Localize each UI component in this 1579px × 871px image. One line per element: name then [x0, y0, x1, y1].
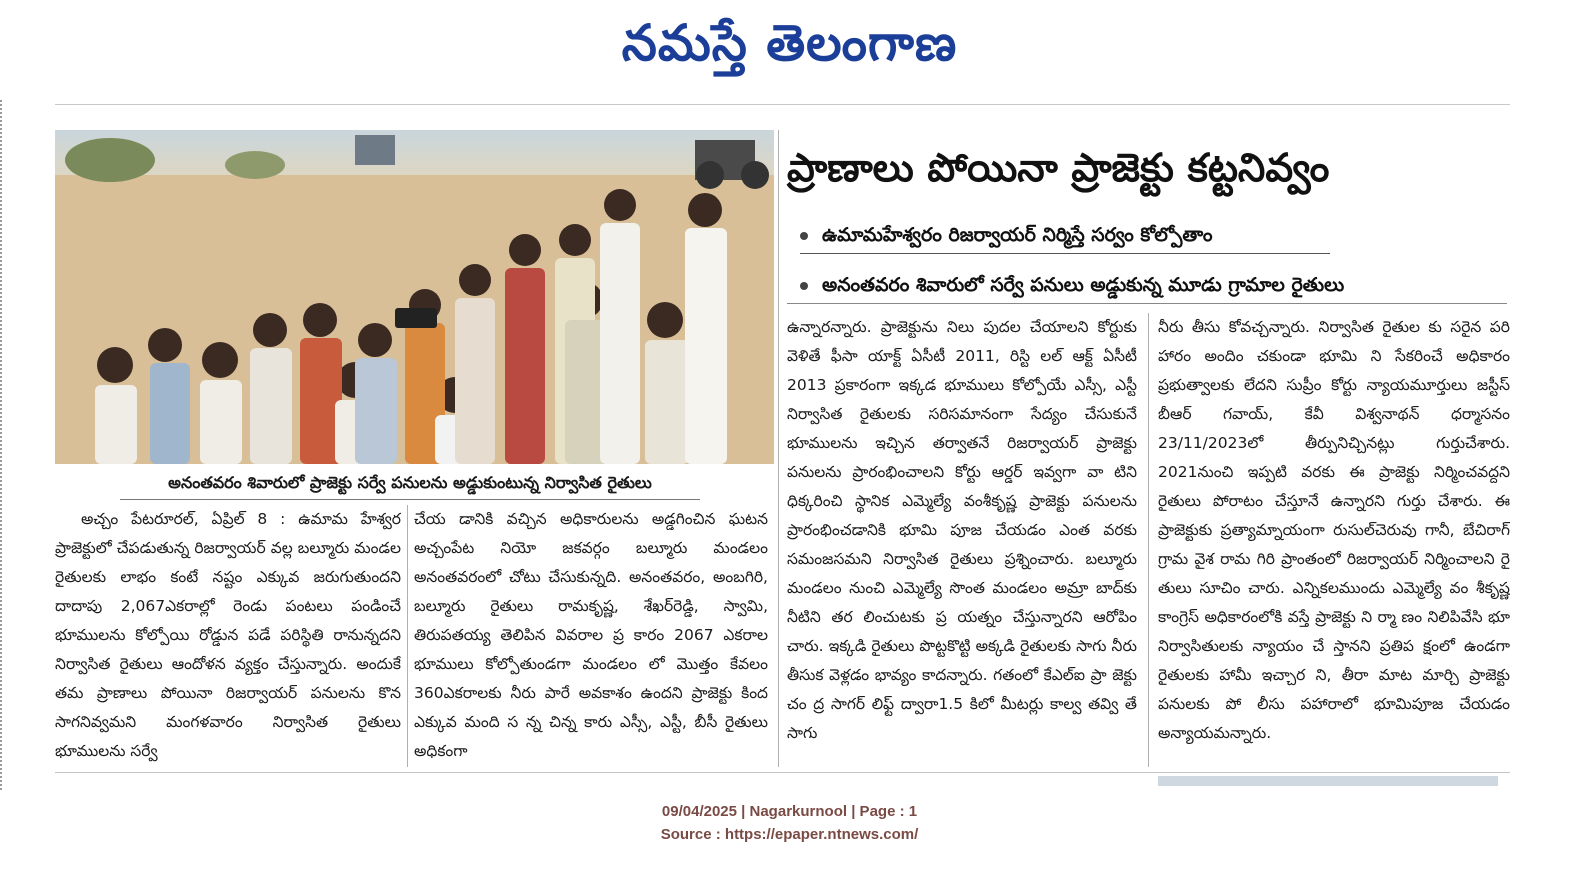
article-photo: [55, 130, 774, 464]
photo-caption: అనంతవరం శివారులో ప్రాజెక్టు సర్వే పనులను అడ్డుకుంటున్న నిర్వాసిత రైతులు: [120, 470, 700, 500]
column-text: చేయ డానికి వచ్చిన అధికారులను అడ్డగించిన ఘటన అచ్చంపేట నియో జకవర్గం బల్మూరు మండలం అనంతవరంలో చోటు చేసుకున్నది. అనంతవరం, అంబగిరి, బల్మూరు రైతులు రామకృష్ణ, శేఖర్‌రెడ్డి, స్వామి, తిరుపతయ్య తెలిపిన వివరాల ప్ర కారం 2067 ఎకరాల భూములు కోల్పోతుండగా మండలం లో మొత్తం కేవలం 360ఎకరాలకు నీరు పారే అవకాశం ఉందని ప్రాజెక్టు కింద ఎక్కువ మంది స న్న చిన్న కారు ఎస్సీ, ఎస్టీ, బీసీ రైతులు అధికంగా: [414, 510, 768, 760]
footer-source: Source : https://epaper.ntnews.com/: [660, 826, 919, 843]
masthead-logo: నమస్తే తెలంగాణ: [621, 13, 958, 72]
subheadline-2-text: అనంతవరం శివారులో సర్వే పనులు అడ్డుకున్న మూడు గ్రామాల రైతులు: [822, 274, 1345, 296]
column-text: ఉన్నారన్నారు. ప్రాజెక్టును నిలు పుదల చేయాలని కోర్టుకు వెళితే ఫీసా యాక్ట్ ఏసీటీ 2011, రిస్టి లల్ ఆక్ట్ ఏసీటీ 2013 ప్రకారంగా ఇక్కడ భూములు కోల్పోయే ఎస్సీ, ఎస్టీ నిర్వాసిత రైతులకు సరిసమానంగా సేద్యం చేసుకునే భూములను ఇచ్చిన తర్వాతనే రిజర్వాయర్ ప్రాజెక్టు పనులను ప్రారంభించాలని కోర్టు ఆర్డర్ ఇవ్వగా వా టిని ధిక్కరించి స్థానిక ఎమ్మెల్యే వంశీకృష్ణ ప్రాజెక్టు పనులను ప్రారంభించడానికి భూమి పూజ చేయడం ఎంత వరకు సమంజసమని నిర్వాసిత రైతులు ప్రశ్నించారు. బల్మూరు మండలం నుంచి ఎమ్మెల్యే సొంత మండలం అమ్రా బాద్‌కు నీటిని తర లించుటకు ప్ర యత్నం చేస్తున్నారని ఆరోపిం చారు. ఇక్కడి రైతులు పొట్టకొట్టి అక్కడి రైతులకు సాగు నీరు తీసుక వెళ్లడం భావ్యం కాదన్నారు. గతంలో కేఎల్ఐ ప్రా జెక్టు చం ద్ర సాగర్ లిఫ్ట్ ద్వారా1.5 కిలో మీటర్లు కాల్వ తవ్వి తే సాగు: [787, 318, 1137, 742]
bottom-divider: [55, 772, 1510, 773]
column-divider: [778, 130, 779, 767]
subhead-divider: [800, 253, 1330, 254]
footer-date-edition: 09/04/2025 | Nagarkurnool | Page : 1: [661, 803, 918, 820]
subheadline-2: [800, 270, 1344, 300]
article-column-1: [55, 505, 401, 767]
column-divider: [407, 505, 408, 767]
subhead-divider: [787, 303, 1507, 304]
article-headline: ప్రాణాలు పోయినా ప్రాజెక్టు కట్టనివ్వం: [787, 146, 1330, 191]
top-divider: [55, 104, 1510, 105]
subheadline-1-text: ఉమామహేశ్వరం రిజర్వాయర్ నిర్మిస్తే సర్వం కోల్పోతాం: [822, 224, 1213, 246]
column-divider: [1148, 313, 1149, 767]
column-text: నీరు తీసు కోవచ్చన్నారు. నిర్వాసిత రైతుల కు సరైన పరి హారం అందిం చకుండా భూమి ని సేకరించే అధికారం ప్రభుత్వాలకు లేదని సుప్రీం కోర్టు న్యాయమూర్తులు జస్టీస్ బీఆర్ గవాయ్, కేవీ విశ్వనాథన్ ధర్మాసనం 23/11/2023లో తీర్పునిచ్చినట్లు గుర్తుచేశారు. 2021నుంచి ఇప్పటి వరకు ఈ ప్రాజెక్టు నిర్మించవద్దని రైతులు పోరాటం చేస్తూనే ఉన్నారని గుర్తు చేశారు. ఈ ప్రాజెక్టుకు ప్రత్యామ్నాయంగా రుసుల్‌చెరువు గానీ, బేచిరాగ్ గ్రామ వైశ రామ గిరి ప్రాంతంలో రిజర్వాయర్ నిర్మించాలని రై తులు సూచిం చారు. ఎన్నికలముందు ఎమ్మెల్యే వం శీకృష్ణ కాంగ్రెస్ అధికారంలోకి వస్తే ప్రాజెక్టు ని ర్మా ణం నిలిపివేసి భూ నిర్వాసితులకు న్యాయం చే స్తానని ప్రతిప క్షంలో ఉండగా రైతులకు హామీ ఇచ్చార ని, తీరా మాట మార్చి ప్రాజెక్టు పనులకు పో లీసు పహారాలో భూమిపూజ చేయడం అన్యాయమన్నారు.: [1158, 318, 1510, 742]
column-text: అచ్చం పేటరూరల్, ఏప్రిల్ 8 : ఉమామ హేశ్వర ప్రాజెక్టులో చేపడుతున్న రిజర్వాయర్ వల్ల బల్మూరు మండల రైతులకు లాభం కంటే నష్టం ఎక్కువ జరుగుతుందని దాదాపు 2,067ఎకరాల్లో రెండు పంటలు పండించే భూములను కోల్పోయి రోడ్డున పడే పరిస్థితి రానున్నదని నిర్వాసిత రైతులు ఆందోళన వ్యక్తం చేస్తున్నారు. అందుకే తమ ప్రాణాలు పోయినా రిజర్వాయర్ పనులను కొన సాగనివ్వమని మంగళవారం నిర్వాసిత రైతులు భూములను సర్వే: [55, 510, 401, 760]
left-edge-dots: [0, 100, 5, 790]
next-article-thumbnail: [1158, 776, 1498, 786]
article-column-3: [787, 313, 1137, 767]
article-column-2: [414, 505, 768, 767]
bullet-icon: [800, 232, 808, 240]
subheadline-1: [800, 220, 1213, 250]
article-column-4: [1158, 313, 1510, 767]
bullet-icon: [800, 282, 808, 290]
